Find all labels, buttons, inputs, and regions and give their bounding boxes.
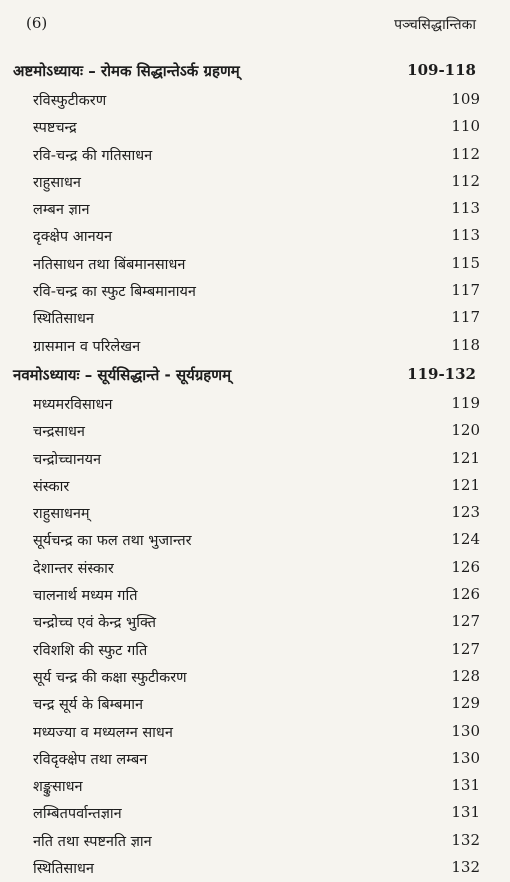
entry-title: सूर्यचन्द्र का फल तथा भुजान्तर <box>33 533 192 550</box>
entry-title: सूर्य चन्द्र की कक्षा स्फुटीकरण <box>33 669 187 686</box>
entry-page: 128 <box>451 666 480 685</box>
entry-title: स्थितिसाधन <box>33 311 94 328</box>
entry-page: 121 <box>451 475 480 494</box>
toc-entry <box>0 691 510 718</box>
entry-page: 130 <box>451 748 480 767</box>
entry-title: राहुसाधन <box>33 174 81 191</box>
entry-title: संस्कार <box>33 478 70 495</box>
toc-entry <box>0 169 510 196</box>
toc-entry <box>0 196 510 223</box>
entry-title: नतिसाधन तथा बिंबमानसाधन <box>33 256 186 273</box>
entry-page: 112 <box>451 144 480 163</box>
chapter-page-range: 109-118 <box>407 61 476 79</box>
entry-title: चन्द्रसाधन <box>33 424 85 441</box>
entry-page: 129 <box>451 694 480 713</box>
entry-title: चन्द्रोच्चानयन <box>33 451 102 468</box>
toc-entry <box>0 855 510 882</box>
entry-page: 132 <box>451 858 480 877</box>
entry-title: मध्यमरविसाधन <box>33 396 113 413</box>
running-title: पञ्चसिद्धान्तिका <box>394 17 476 33</box>
entry-page: 121 <box>451 448 480 467</box>
toc-entry <box>0 333 510 360</box>
entry-page: 109 <box>451 90 480 108</box>
entry-page: 112 <box>451 171 480 190</box>
toc-entry <box>0 87 510 114</box>
toc-entry <box>0 391 510 418</box>
entry-page: 131 <box>451 803 480 822</box>
toc-entry <box>0 527 510 554</box>
table-of-contents <box>0 56 510 882</box>
entry-page: 123 <box>451 503 480 522</box>
toc-entry <box>0 223 510 250</box>
entry-title: लम्बन ज्ञान <box>33 202 90 219</box>
entry-page: 117 <box>451 308 480 327</box>
entry-title: नति तथा स्पष्टनति ज्ञान <box>33 833 152 850</box>
entry-page: 120 <box>451 421 480 440</box>
entry-title: शङ्कुसाधन <box>33 779 83 796</box>
toc-entry <box>0 637 510 664</box>
chapter-title: नवमोऽध्यायः – सूर्यसिद्धान्ते - सूर्यग्रहणम् <box>13 365 232 384</box>
toc-entry <box>0 746 510 773</box>
entry-page: 124 <box>451 530 480 549</box>
entry-page: 126 <box>451 557 480 576</box>
entry-title: राहुसाधनम् <box>33 506 90 523</box>
chapter-heading-9 <box>0 360 510 391</box>
entry-page: 131 <box>451 776 480 795</box>
entry-page: 115 <box>451 253 480 272</box>
toc-entry <box>0 555 510 582</box>
chapter-heading-8 <box>0 56 510 87</box>
toc-entry <box>0 251 510 278</box>
entry-title: रविदृक्क्षेप तथा लम्बन <box>33 751 148 768</box>
entry-title: चन्द्र सूर्य के बिम्बमान <box>33 697 144 714</box>
entry-page: 113 <box>451 226 480 245</box>
entry-page: 127 <box>451 639 480 658</box>
toc-entry <box>0 473 510 500</box>
entry-page: 117 <box>451 281 480 300</box>
toc-entry <box>0 278 510 305</box>
chapter-page-range: 119-132 <box>407 364 476 383</box>
entry-page: 127 <box>451 612 480 631</box>
entry-title: स्थितिसाधन <box>33 861 94 878</box>
entry-page: 119 <box>451 393 480 412</box>
toc-entry <box>0 500 510 527</box>
entry-page: 118 <box>451 335 480 354</box>
entry-title: देशान्तर संस्कार <box>33 560 114 577</box>
entry-title: चालनार्थ मध्यम गति <box>33 588 138 605</box>
toc-entry <box>0 609 510 636</box>
toc-entry <box>0 582 510 609</box>
entry-title: रविस्फुटीकरण <box>33 93 107 109</box>
page-number: (6) <box>26 14 48 32</box>
toc-entry <box>0 142 510 169</box>
entry-title: चन्द्रोच्च एवं केन्द्र भुक्ति <box>33 615 157 632</box>
toc-entry <box>0 664 510 691</box>
toc-entry <box>0 773 510 800</box>
entry-page: 110 <box>451 117 480 136</box>
chapter-title: अष्टमोऽध्यायः – रोमक सिद्धान्तेऽर्क ग्रहणम् <box>13 62 240 80</box>
toc-entry <box>0 800 510 827</box>
entry-title: रविशशि की स्फुट गति <box>33 642 148 659</box>
entry-page: 113 <box>451 199 480 218</box>
entry-page: 132 <box>451 830 480 849</box>
entry-title: रवि-चन्द्र का स्फुट बिम्बमानायन <box>33 284 196 301</box>
entry-title: ग्रासमान व परिलेखन <box>33 338 141 355</box>
toc-entry <box>0 719 510 746</box>
entry-title: रवि-चन्द्र की गतिसाधन <box>33 147 153 164</box>
entry-title: मध्यज्या व मध्यलग्न साधन <box>33 724 173 741</box>
entry-page: 126 <box>451 585 480 604</box>
page-header <box>0 14 510 40</box>
entry-title: दृक्क्षेप आनयन <box>33 229 113 246</box>
entry-page: 130 <box>451 721 480 740</box>
toc-entry <box>0 418 510 445</box>
entry-title: स्पष्टचन्द्र <box>33 120 77 137</box>
toc-entry <box>0 305 510 332</box>
entry-title: लम्बितपर्वान्तज्ञान <box>33 806 122 823</box>
toc-entry <box>0 828 510 855</box>
toc-entry <box>0 446 510 473</box>
toc-entry <box>0 114 510 141</box>
